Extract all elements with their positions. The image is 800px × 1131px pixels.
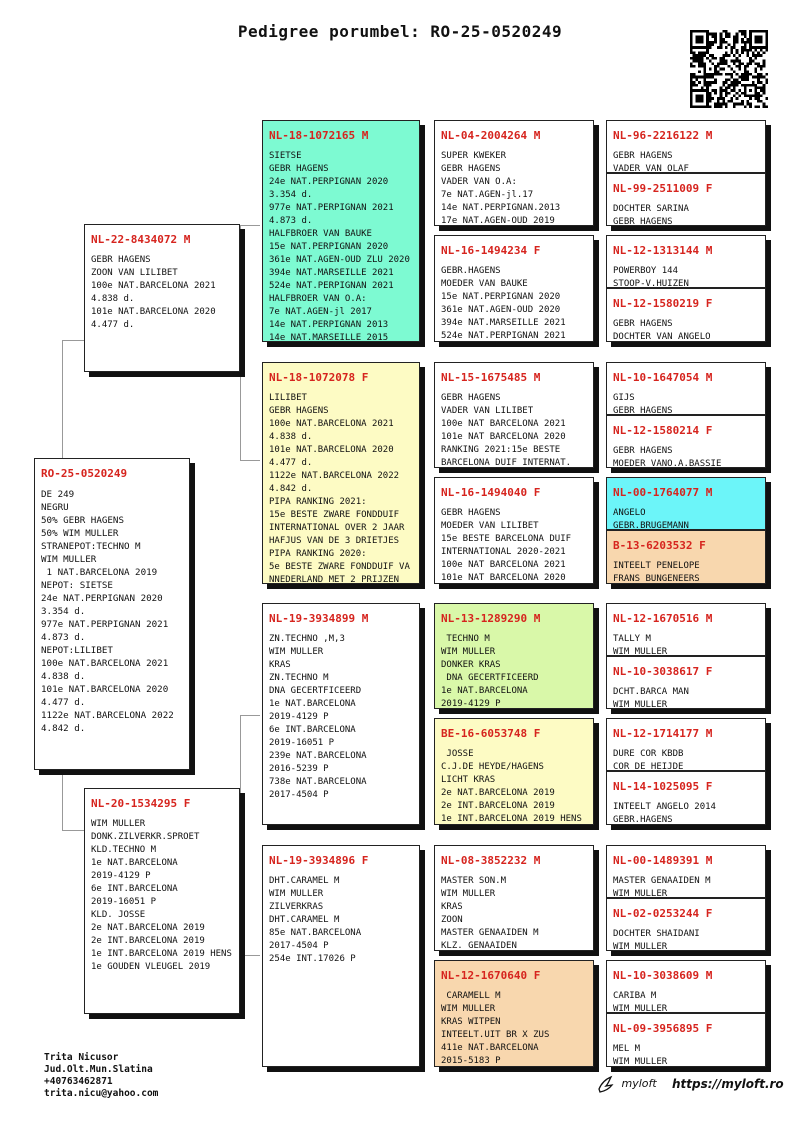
ring-number: NL-10-3038617 F [613, 665, 713, 678]
connector-line [240, 225, 260, 226]
pigeon-details: MASTER GENAAIDEN M WIM MULLER [613, 876, 711, 898]
ring-number: NL-12-1670516 M [613, 612, 713, 625]
ancestor-card[interactable] [606, 656, 766, 709]
pigeon-details: MEL M WIM MULLER [613, 1044, 668, 1067]
great-grandparent-card[interactable] [434, 362, 594, 468]
ring-number: NL-99-2511009 F [613, 182, 713, 195]
pigeon-details: DCHT.BARCA MAN WIM MULLER [613, 687, 689, 709]
ring-number: NL-18-1072078 F [269, 371, 369, 384]
ring-number: NL-20-1534295 F [91, 797, 191, 810]
page-title: Pedigree porumbel: RO-25-0520249 [237, 22, 563, 41]
ring-number: NL-16-1494040 F [441, 486, 541, 499]
ring-number: NL-19-3934896 F [269, 854, 369, 867]
pigeon-details: DURE COR KBDB COR DE HEIJDE [613, 749, 684, 771]
pigeon-details: INTEELT ANGELO 2014 GEBR.HAGENS [613, 802, 716, 825]
qr-code-icon [690, 30, 768, 108]
ancestor-card[interactable] [606, 362, 766, 415]
ancestor-card[interactable] [606, 530, 766, 584]
ring-number: NL-12-1580219 F [613, 297, 713, 310]
ancestor-card[interactable] [606, 415, 766, 468]
ring-number: RO-25-0520249 [41, 467, 128, 480]
ancestor-card[interactable] [606, 477, 766, 530]
pigeon-details: GEBR HAGENS MOEDER VAN LILIBET 15e BESTE BARCELONA DUIF INTERNATIONAL 2020-2021 100e NAT BARCELONA 2021 101e NAT BARCELONA 2020 [441, 508, 572, 583]
grandparent-card[interactable] [262, 603, 420, 825]
connector-line [62, 340, 63, 458]
ring-number: NL-96-2216122 M [613, 129, 713, 142]
ancestor-card[interactable] [606, 288, 766, 342]
ancestor-card[interactable] [606, 845, 766, 898]
ring-number: NL-19-3934899 M [269, 612, 369, 625]
sire-card[interactable] [84, 224, 240, 372]
ancestor-card[interactable] [606, 718, 766, 771]
connector-line [240, 225, 241, 460]
ring-number: NL-04-2004264 M [441, 129, 541, 142]
subject-card[interactable] [34, 458, 190, 770]
pigeon-details: CARIBA M WIM MULLER [613, 991, 668, 1013]
ring-number: NL-00-1489391 M [613, 854, 713, 867]
ring-number: NL-08-3852232 M [441, 854, 541, 867]
pigeon-details: TALLY M WIM MULLER [613, 634, 668, 656]
pigeon-details: GEBR HAGENS VADER VAN LILIBET 100e NAT BARCELONA 2021 101e NAT BARCELONA 2020 RANKING 2021:15e BESTE BARCELONA DUIF INTERNAT. [441, 393, 572, 468]
connector-line [62, 770, 63, 830]
pigeon-details: DHT.CARAMEL M WIM MULLER ZILVERKRAS DHT.CARAMEL M 85e NAT.BARCELONA 2017-4504 P 254e INT.17026 P [269, 876, 362, 964]
pigeon-details: GEBR HAGENS MOEDER VANO.A.BASSIE [613, 446, 722, 468]
ring-number: NL-13-1289290 M [441, 612, 541, 625]
ring-number: NL-10-1647054 M [613, 371, 713, 384]
pigeon-details: TECHNO M WIM MULLER DONKER KRAS DNA GECERTFICEERD 1e NAT.BARCELONA 2019-4129 P [441, 634, 539, 709]
ring-number: BE-16-6053748 F [441, 727, 541, 740]
great-grandparent-card[interactable] [434, 235, 594, 342]
bird-icon [596, 1073, 618, 1095]
pigeon-details: POWERBOY 144 STOOP-V.HUIZEN [613, 266, 689, 288]
pigeon-details: SUPER KWEKER GEBR HAGENS VADER VAN O.A: 7e NAT.AGEN-jl.17 14e NAT.PERPIGNAN.2013 17e NAT.AGEN-OUD 2019 [441, 151, 561, 226]
ring-number: NL-16-1494234 F [441, 244, 541, 257]
ancestor-card[interactable] [606, 960, 766, 1013]
ancestor-card[interactable] [606, 1013, 766, 1067]
ring-number: NL-22-8434072 M [91, 233, 191, 246]
pigeon-details: INTEELT PENELOPE FRANS BUNGENEERS [613, 561, 700, 584]
owner-contact: Trita Nicusor Jud.Olt.Mun.Slatina +40763462871 trita.nicu@yahoo.com [44, 1052, 159, 1099]
pigeon-details: DE 249 NEGRU 50% GEBR HAGENS 50% WIM MULLER STRANEPOT:TECHNO M WIM MULLER 1 NAT.BARCELONA 2019 NEPOT: SIETSE 24e NAT.PERPIGNAN 2020 3.354 d. 977e NAT.PERPIGNAN 2021 4.873 d. NEPOT:LILIBET 100e NAT.BARCELONA 2021 4.838 d. 101e NAT.BARCELONA 2020 4.477 d. 1122e NAT.BARCELONA 2022 4.842 d. [41, 489, 174, 734]
great-grandparent-card[interactable] [434, 845, 594, 951]
pigeon-details: CARAMELL M WIM MULLER KRAS WITPEN INTEELT.UIT BR X ZUS 411e NAT.BARCELONA 2015-5183 P [441, 991, 550, 1066]
pigeon-details: DOCHTER SARINA GEBR HAGENS [613, 204, 689, 226]
logo-text: myloft [621, 1077, 657, 1090]
ring-number: NL-15-1675485 M [441, 371, 541, 384]
great-grandparent-card[interactable] [434, 960, 594, 1067]
connector-line [240, 460, 260, 461]
ring-number: NL-02-0253244 F [613, 907, 713, 920]
pigeon-details: GEBR.HAGENS MOEDER VAN BAUKE 15e NAT.PERPIGNAN 2020 361e NAT.AGEN-OUD 2020 394e NAT.MARSEILLE 2021 524e NAT.PERPIGNAN 2021 [441, 266, 566, 341]
ring-number: NL-00-1764077 M [613, 486, 713, 499]
pigeon-details: GEBR HAGENS VADER VAN OLAF [613, 151, 689, 173]
ring-number: B-13-6203532 F [613, 539, 706, 552]
pigeon-details: LILIBET GEBR HAGENS 100e NAT.BARCELONA 2021 4.838 d. 101e NAT.BARCELONA 2020 4.477 d. 1122e NAT.BARCELONA 2022 4.842 d. PIPA RANKING 2021: 15e BESTE ZWARE FONDDUIF INTERNATIONAL OVER 2 JAAR HAFJUS VAN DE 3 DRIETJES PIPA RANKING 2020: 5e BESTE ZWARE FONDDUIF VA NNEDERLAND MET 2 PRIJZEN [269, 393, 410, 584]
pigeon-details: WIM MULLER DONK.ZILVERKR.SPROET KLD.TECHNO M 1e NAT.BARCELONA 2019-4129 P 6e INT.BARCELONA 2019-16051 P KLD. JOSSE 2e NAT.BARCELONA 2019 2e INT.BARCELONA 2019 1e INT.BARCELONA 2019 HENS 1e GOUDEN VLEUGEL 2019 [91, 819, 232, 972]
great-grandparent-card[interactable] [434, 120, 594, 226]
great-grandparent-card[interactable] [434, 603, 594, 709]
myloft-logo [596, 1073, 657, 1095]
ancestor-card[interactable] [606, 898, 766, 951]
pigeon-details: ANGELO GEBR.BRUGEMANN [613, 508, 689, 530]
pigeon-details: JOSSE C.J.DE HEYDE/HAGENS LICHT KRAS 2e NAT.BARCELONA 2019 2e INT.BARCELONA 2019 1e INT.BARCELONA 2019 HENS [441, 749, 582, 824]
connector-line [240, 715, 260, 716]
ancestor-card[interactable] [606, 603, 766, 656]
grandparent-card[interactable] [262, 120, 420, 342]
ring-number: NL-10-3038609 M [613, 969, 713, 982]
pigeon-details: GIJS GEBR HAGENS [613, 393, 673, 415]
pigeon-details: ZN.TECHNO ,M,3 WIM MULLER KRAS ZN.TECHNO M DNA GECERTFICEERD 1e NAT.BARCELONA 2019-4129 P 6e INT.BARCELONA 2019-16051 P 239e NAT.BARCELONA 2016-5239 P 738e NAT.BARCELONA 2017-4504 P [269, 634, 367, 800]
pigeon-details: DOCHTER SHAIDANI WIM MULLER [613, 929, 700, 951]
pigeon-details: GEBR HAGENS ZOON VAN LILIBET 100e NAT.BARCELONA 2021 4.838 d. 101e NAT.BARCELONA 2020 4.477 d. [91, 255, 216, 330]
ring-number: NL-12-1714177 M [613, 727, 713, 740]
ring-number: NL-18-1072165 M [269, 129, 369, 142]
ring-number: NL-09-3956895 F [613, 1022, 713, 1035]
ring-number: NL-14-1025095 F [613, 780, 713, 793]
ancestor-card[interactable] [606, 173, 766, 226]
connector-line [240, 955, 260, 956]
connector-line [62, 340, 84, 341]
ancestor-card[interactable] [606, 235, 766, 288]
connector-line [62, 830, 84, 831]
grandparent-card[interactable] [262, 845, 420, 1067]
great-grandparent-card[interactable] [434, 718, 594, 825]
ancestor-card[interactable] [606, 120, 766, 173]
pigeon-details: SIETSE GEBR HAGENS 24e NAT.PERPIGNAN 2020 3.354 d. 977e NAT.PERPIGNAN 2021 4.873 d. HALFBROER VAN BAUKE 15e NAT.PERPIGNAN 2020 361e NAT.AGEN-OUD ZLU 2020 394e NAT.MARSEILLE 2021 524e NAT.PERPIGNAN 2021 HALFBROER VAN O.A: 7e NAT.AGEN-jl 2017 14e NAT.PERPIGNAN 2013 14e NAT.MARSEILLE 2015 [269, 151, 410, 342]
connector-line [240, 715, 241, 955]
ring-number: NL-12-1670640 F [441, 969, 541, 982]
pigeon-details: GEBR HAGENS DOCHTER VAN ANGELO [613, 319, 711, 342]
website-link[interactable]: https://myloft.ro [672, 1077, 784, 1091]
ring-number: NL-12-1580214 F [613, 424, 713, 437]
grandparent-card[interactable] [262, 362, 420, 584]
ring-number: NL-12-1313144 M [613, 244, 713, 257]
ancestor-card[interactable] [606, 771, 766, 825]
great-grandparent-card[interactable] [434, 477, 594, 584]
dam-card[interactable] [84, 788, 240, 1014]
pigeon-details: MASTER SON.M WIM MULLER KRAS ZOON MASTER GENAAIDEN M KLZ. GENAAIDEN [441, 876, 539, 951]
